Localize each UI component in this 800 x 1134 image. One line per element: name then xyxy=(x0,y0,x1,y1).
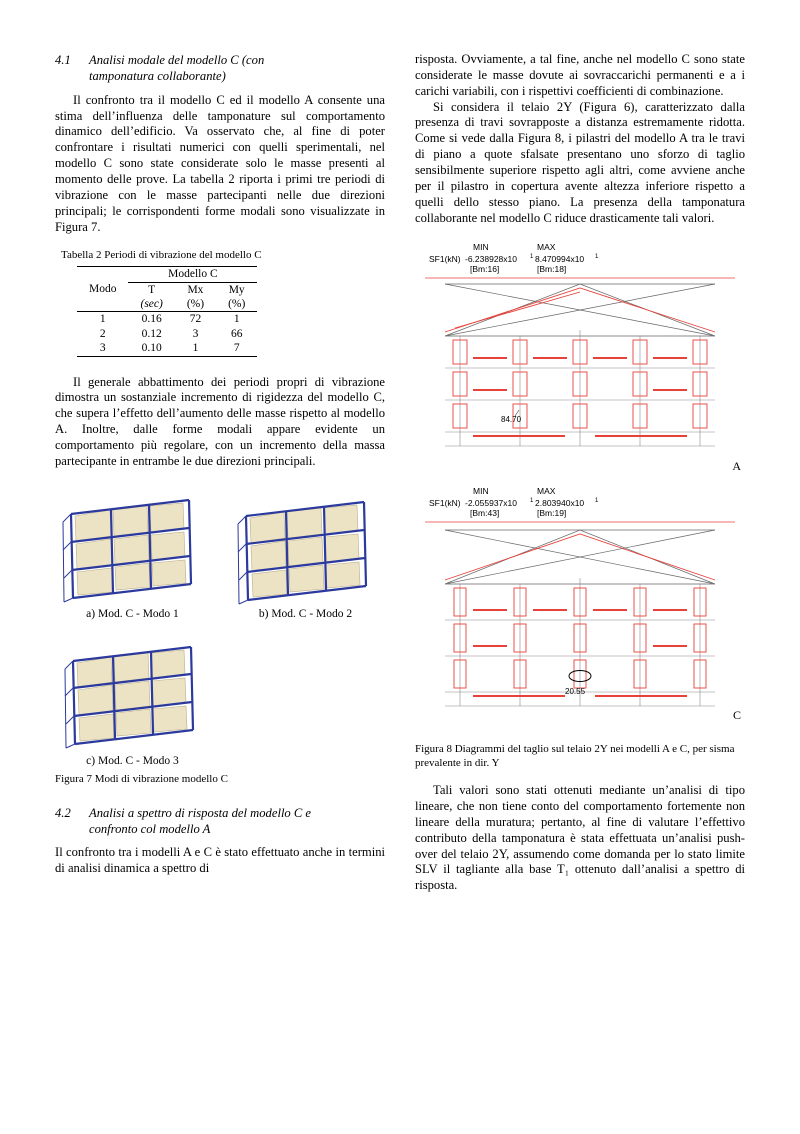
table-caption: Tabella 2 Periodi di vibrazione del modello C xyxy=(61,249,262,262)
paragraph-spectrum-comparison: Il confronto tra i modelli A e C è stato effettuato anche in termini di analisi dinamica a spettro di xyxy=(55,845,385,876)
mode-shape-3 xyxy=(55,635,210,750)
unit-mx: (%) xyxy=(175,297,216,312)
cell-mx: 72 xyxy=(189,313,202,326)
mode-2-caption: b) Mod. C - Modo 2 xyxy=(258,607,353,620)
unit-my: (%) xyxy=(216,297,257,312)
section-title-line1: Analisi modale del modello C (con xyxy=(89,53,265,67)
cell-t: 0.10 xyxy=(128,341,174,356)
diag-c-min-value: -2.055937x10 xyxy=(465,498,517,509)
table-row xyxy=(77,341,257,356)
section-number-2: 4.2 xyxy=(55,805,71,820)
diag-a-min-label: MIN xyxy=(473,242,489,253)
unit-t: (sec) xyxy=(128,297,174,312)
mode-shape-2 xyxy=(228,488,383,603)
diag-a-annotation: 84.70 xyxy=(501,415,522,425)
paragraph-stiffness: Il generale abbattimento dei periodi propri di vibrazione dimostra un sostanziale incremento di rigidezza del modello C, che supera l’effetto dell’aumento delle masse rispetto al modello A. Inoltre, dalle forme modali appare evidente un comportamento più regolare, con un incremento della massa partecipante in entrambe le due direzioni principali. xyxy=(55,374,385,468)
right-column xyxy=(415,52,745,894)
figure-8-caption: Figura 8 Diagrammi del taglio sul telaio 2Y nei modelli A e C, per sisma prevalente in dir. Y xyxy=(415,743,735,770)
th-mx: Mx xyxy=(187,283,204,296)
svg-text:1: 1 xyxy=(595,498,599,505)
table-row xyxy=(77,312,257,327)
diag-c-min-beam: [Bm:43] xyxy=(470,508,500,519)
diag-c-series-label: SF1(kN) xyxy=(429,498,461,509)
cell-t: 0.12 xyxy=(141,327,162,340)
cell-modo: 2 xyxy=(99,327,106,340)
table-header-row xyxy=(77,282,257,297)
paragraph-frame-2y: Si considera il telaio 2Y (Figura 6), caratterizzato dalla presenza di travi sovrapposte a distanza estremamente ridotta. Come si vede dalla Figura 8, i pilastri del modello A tra le travi di piano a quote sfalsate presentano uno sforzo di taglio sensibilmente superiore rispetto agli altri, come avviene anche per il pilastro in copertura avente altezza inferiore rispetto a quelli dello stesso piano. La presenza della tamponatura collaborante nel modello C riduce drasticamente tali valori. xyxy=(415,99,745,225)
th-my: My xyxy=(228,283,245,296)
cell-modo: 3 xyxy=(77,341,128,356)
left-column xyxy=(55,52,385,877)
diag-a-series-label: SF1(kN) xyxy=(429,254,461,265)
table-group-header-row xyxy=(77,267,257,282)
paragraph-pushover: Tali valori sono stati ottenuti mediante un’analisi di tipo lineare, che non tiene conto del comportamento fortemente non lineare della muratura; pertanto, al fine di valutare l’effettivo contributo della tamponatura è stata effettuata un’analisi push-over del telaio 2Y, assumendo come domanda per lo stato limite SLV il tagliante alla base T₁ ottenuto dall’analisi a spettro di risposta. xyxy=(415,783,745,893)
svg-text:1: 1 xyxy=(530,498,534,505)
cell-my: 66 xyxy=(230,327,243,340)
mode-3-caption: c) Mod. C - Modo 3 xyxy=(86,755,179,768)
svg-text:1: 1 xyxy=(530,254,534,261)
svg-text:1: 1 xyxy=(595,254,599,261)
th-modo: Modo xyxy=(89,283,117,296)
cell-mx: 1 xyxy=(175,341,216,356)
section-title-line2: tamponatura collaborante) xyxy=(89,69,226,84)
diag-a-min-value: -6.238928x10 xyxy=(465,254,517,265)
diag-c-max-beam: [Bm:19] xyxy=(537,508,567,519)
paragraph-response: risposta. Ovviamente, a tal fine, anche nel modello C sono state considerate le masse dovute ai sovraccarichi permanenti e a i carichi variabili, con i rispettivi coefficienti di combinazione. xyxy=(415,52,745,98)
section-title2-line2: confronto col modello A xyxy=(89,821,211,836)
table-row xyxy=(77,327,257,341)
diag-a-max-label: MAX xyxy=(537,242,556,253)
section-heading-4-1 xyxy=(55,52,385,85)
diag-c-max-label: MAX xyxy=(537,486,556,497)
periods-table xyxy=(77,266,257,356)
paragraph-modal-comparison: Il confronto tra il modello C ed il modello A consente una stima dell’influenza delle tamponature sul comportamento dinamico dell’edificio. Va osservato che, al fine di poter confrontare i risultati numerici con quelli sperimentali, nel modello C sono state considerate solo le masse presenti al momento delle prove. La tabella 2 riporta i primi tre periodi di vibrazione con le masse partecipanti nelle due direzioni principali; le corrispondenti forme modali sono visualizzate in Figura 7. xyxy=(55,92,385,234)
mode-1-caption: a) Mod. C - Modo 1 xyxy=(86,607,179,620)
cell-mx: 3 xyxy=(192,327,199,340)
section-heading-4-2 xyxy=(55,805,385,838)
diag-c-min-label: MIN xyxy=(473,486,489,497)
cell-t: 0.16 xyxy=(141,313,162,326)
diag-a-max-beam: [Bm:18] xyxy=(537,264,567,275)
section-number: 4.1 xyxy=(55,53,71,67)
diag-a-max-value: 8.470994x10 xyxy=(535,254,585,265)
th-t: T xyxy=(148,283,156,296)
cell-my: 7 xyxy=(216,341,257,356)
figure-7-caption: Figura 7 Modi di vibrazione modello C xyxy=(55,772,228,785)
diag-c-max-value: 2.803940x10 xyxy=(535,498,585,509)
section-title2-line1: Analisi a spettro di risposta del modello C e xyxy=(89,805,312,820)
diag-c-annotation: 20.55 xyxy=(565,687,586,697)
diagram-c-model-tag: C xyxy=(732,708,741,723)
mode-shape-figures xyxy=(55,488,385,787)
table-units-row xyxy=(77,297,257,312)
unit-modo xyxy=(77,297,128,312)
shear-diagram-model-c xyxy=(415,484,745,739)
cell-modo: 1 xyxy=(99,313,106,326)
diagram-a-model-tag: A xyxy=(732,459,741,474)
mode-shape-1 xyxy=(55,488,210,603)
cell-my: 1 xyxy=(233,313,240,326)
table-group-header: Modello C xyxy=(128,267,257,282)
diag-a-min-beam: [Bm:16] xyxy=(470,264,500,275)
shear-diagram-model-a xyxy=(415,240,745,476)
